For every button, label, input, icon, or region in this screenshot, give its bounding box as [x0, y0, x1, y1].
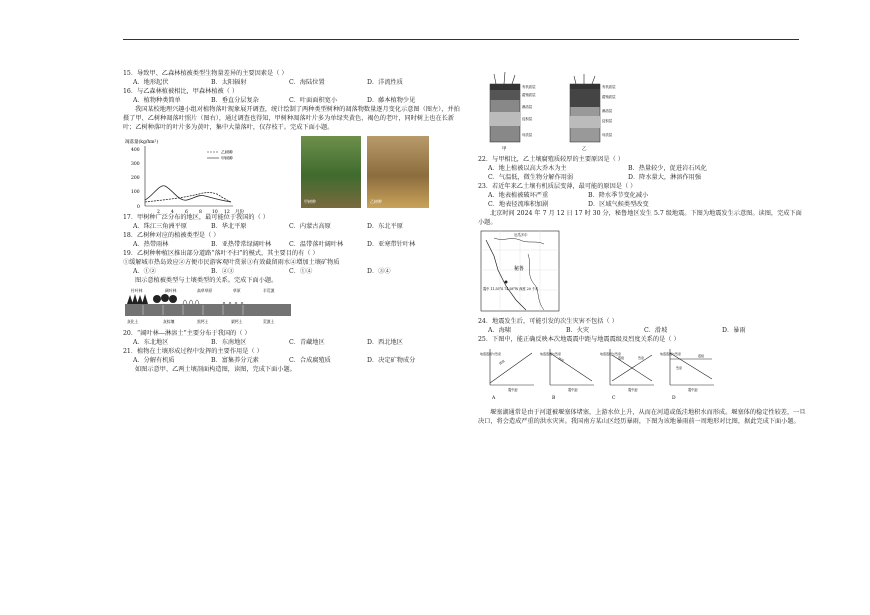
figure-row-1 — [123, 136, 463, 214]
graph-xlabel: 震中距 — [688, 387, 698, 392]
graph-b — [540, 349, 594, 401]
soil-profiles — [478, 72, 648, 152]
q15-options — [133, 79, 463, 88]
question-21: 21．植物在土壤形成过程中发挥的主要作用是（ ） — [123, 347, 263, 355]
option: D．东北平原 — [367, 222, 403, 230]
option: B．亚热带常绿阔叶林 — [211, 240, 272, 248]
question-19-statements: ①缓解城市热岛效应②方便市民游客观叶赏景③有效截留雨水④增加土壤矿物质 — [123, 258, 340, 266]
graph-ylabel: 地震震级与烈度 — [600, 351, 622, 356]
option: C．滑坡 — [644, 326, 668, 334]
y-tick: 400 — [131, 147, 140, 153]
question-19: 19．乙树种种植区推出部分道路“落叶不扫”的模式，其主要目的有（ ） — [123, 249, 319, 257]
option: D．洋流性质 — [367, 78, 403, 86]
graph-d — [660, 349, 714, 401]
question-22: 22．与甲相比，乙土壤腐殖质较厚的主要原因是（ ） — [478, 155, 624, 163]
layer-label: 有机质层 — [522, 85, 536, 89]
q19-options — [133, 268, 463, 277]
q17-options — [133, 223, 463, 232]
option: D．藤本植物少见 — [367, 96, 416, 104]
option: C．海陆位置 — [289, 78, 325, 86]
option: B．东南地区 — [211, 338, 247, 346]
option: D．③④ — [367, 267, 391, 275]
layer-label: 母质层 — [602, 133, 613, 137]
q16-options — [133, 97, 463, 106]
x-tick: 8 — [199, 209, 202, 214]
graph-xlabel: 震中距 — [568, 387, 578, 392]
layer-label: 淀积层 — [522, 117, 533, 121]
option: A．海啸 — [488, 326, 512, 334]
series-jia — [145, 186, 231, 202]
q23-options-2 — [488, 201, 808, 210]
magnitude-intensity-graphs — [478, 345, 738, 401]
header-rule — [123, 39, 799, 40]
graph-c — [600, 349, 654, 401]
veg-label: 草原 — [233, 287, 241, 293]
graph-name: C — [612, 395, 616, 401]
option: A．地形起伏 — [133, 78, 169, 86]
option: C．合成腐殖质 — [289, 356, 331, 364]
q24-options — [488, 327, 808, 336]
option: A．珠江三角洲平原 — [133, 222, 187, 230]
graph-line-label: 烈度 — [557, 356, 565, 363]
map-label: 秘鲁 — [514, 265, 525, 272]
option: B．②③ — [211, 267, 235, 275]
x-tick: 6 — [185, 209, 188, 214]
layer-label: 腐殖质层 — [602, 95, 616, 99]
x-tick: 12 — [224, 209, 230, 214]
graph-ylabel: 地震震级与烈度 — [540, 351, 562, 356]
veg-label: 高草草原 — [197, 287, 213, 293]
option: C．叶面面积宽小 — [289, 96, 338, 104]
chart-ylabel: 凋落量(kg/hm²) — [125, 139, 159, 145]
y-tick: 0 — [137, 204, 140, 210]
series-yi — [145, 192, 231, 202]
soil-label: 栗钙土 — [231, 318, 243, 324]
q20-options — [133, 339, 463, 348]
soil-label: 灰棕壤 — [163, 318, 175, 324]
veg-label: 阔叶林 — [165, 287, 177, 293]
q22-options — [488, 165, 808, 174]
option: D．降水量大，淋溶作用强 — [628, 173, 702, 181]
option: B．华北平原 — [211, 222, 247, 230]
photo-yi — [367, 136, 429, 208]
option: B．垂直分层复杂 — [211, 96, 259, 104]
x-tick: 2 — [157, 209, 160, 214]
layer-label: 淋溶层 — [602, 109, 613, 113]
question-23: 23．若近年来乙土壤有机质层变薄，最可能的原因是（ ） — [478, 182, 637, 190]
photo-label: 甲树种 — [304, 199, 316, 205]
y-tick: 300 — [131, 161, 140, 167]
option: C．温带落叶阔叶林 — [289, 240, 344, 248]
passage-1: 我国某校地理兴趣小组对植物落叶现象展开调查，统计绘制了两种类型树种的凋落物数量逐月变化示意图（图左），并拍摄了甲、乙树种凋落叶照片（图右），通过调查也得知，甲树种凋落叶片多为单绿夹黄色、褐色的老叶，同时树上也在长新叶；乙树种落叶的叶片多为黄叶，集中大量落叶，仅存枝干。完成下面小题。 — [123, 105, 460, 131]
option: B．火灾 — [566, 326, 590, 334]
option: C．内蒙古高原 — [289, 222, 331, 230]
photo-jia — [301, 136, 361, 208]
x-unit: 月份 — [235, 209, 244, 214]
peru-map — [480, 230, 570, 314]
profile-name: 乙 — [582, 147, 587, 152]
epicenter-label: 震中 11.55°S 74.58°W 深度 20 千米 — [483, 286, 539, 291]
graph-ylabel: 地震震级与烈度 — [660, 351, 682, 356]
graph-line-label: 烈度 — [676, 365, 683, 370]
option: C．地表径流堆积加剧 — [488, 200, 549, 208]
q23-options — [488, 192, 808, 201]
graph-line-label: 震级 — [498, 358, 506, 366]
option: B．降水季节变化减小 — [588, 191, 649, 199]
legend-item: 乙树种 — [221, 149, 233, 155]
question-25: 25．下图中，能正确反映本次地震震中距与地震震级及烈度关系的是（ ） — [478, 335, 680, 343]
graph-line-label: 震级 — [618, 355, 625, 360]
veg-label: 半荒漠 — [263, 287, 275, 293]
passage-2: 北京时间 2024 年 7 月 12 日 17 时 30 分，秘鲁地区发生 5.7 级地震。下图为地震发生示意图。读图，完成下面小题。 — [478, 209, 802, 226]
profile-jia — [490, 72, 536, 152]
y-tick: 100 — [131, 189, 140, 195]
caption-2: 图示意植被类型与土壤类型的关系。完成下面小题。 — [135, 276, 278, 284]
litter-chart — [123, 136, 293, 214]
graph-xlabel: 震中距 — [508, 387, 518, 392]
layer-label: 有机质层 — [602, 85, 616, 89]
layer-label: 腐殖质层 — [522, 93, 536, 97]
layer-label: 母质层 — [522, 133, 533, 137]
q18-options — [133, 241, 463, 250]
legend-item: 甲树种 — [221, 155, 233, 161]
graph-name: A — [492, 395, 496, 401]
question-15: 15．导致甲、乙森林植被类型生物量差异的主要因素是（ ） — [123, 70, 288, 77]
left-column — [123, 70, 463, 375]
soil-label: 黑钙土 — [197, 318, 209, 324]
layer-label: 淀积层 — [602, 119, 613, 123]
option: A．地表植被破坏严重 — [488, 191, 549, 199]
layer-label: 淋溶层 — [522, 105, 533, 109]
option: D．暴雨 — [722, 326, 746, 334]
soil-label: 荒漠土 — [263, 318, 275, 324]
soil-label: 灰化土 — [127, 318, 139, 324]
caption-3: 如图示意甲、乙两土壤剖面构造图，读图，完成下面小题。 — [135, 365, 296, 373]
graph-xlabel: 震中距 — [628, 387, 638, 392]
profile-name: 甲 — [502, 147, 507, 152]
question-17: 17．甲树种广泛分布的地区，最可能位于我国的（ ） — [123, 213, 269, 221]
x-tick: 4 — [171, 209, 174, 214]
option: A．热带雨林 — [133, 240, 169, 248]
question-24: 24．地震发生后，可能引发的次生灾害不包括（ ） — [478, 317, 618, 325]
option: A．东北地区 — [133, 338, 169, 346]
option: D．区域气候类型改变 — [588, 200, 649, 208]
map-label: 厄瓜多尔 — [514, 232, 528, 237]
passage-3: 堰塞湖通常是由于河道被堰塞体堵塞，上游水位上升，从而在河道或低洼地积水而形成。堰塞体的稳定性较差，一旦决口，将会造成严重的洪水灾害。我国南方某山区经历暴雨，下图为该地暴雨前一周地形对比图，据此完成下面小题。 — [478, 408, 806, 425]
option: B．富集养分元素 — [211, 356, 259, 364]
option: A．植物种类简单 — [133, 96, 181, 104]
option: C．①④ — [289, 267, 313, 275]
option: C．气温低，微生物分解作用弱 — [488, 173, 574, 181]
graph-line-label: 震级 — [698, 353, 705, 358]
right-column — [478, 72, 808, 427]
graph-line-label: 烈度 — [638, 355, 645, 360]
option: D．决定矿物成分 — [367, 356, 416, 364]
option: D．西北地区 — [367, 338, 403, 346]
option: D．亚寒带针叶林 — [367, 240, 416, 248]
option: B．太阳辐射 — [211, 78, 247, 86]
y-tick: 200 — [131, 175, 140, 181]
photo-label: 乙树种 — [370, 199, 382, 205]
vegetation-soil-diagram — [123, 286, 293, 326]
profile-yi — [570, 74, 616, 152]
question-16: 16．与乙森林植被相比，甲森林植被（ ） — [123, 87, 239, 95]
option: A．①② — [133, 267, 157, 275]
x-tick: 10 — [212, 209, 218, 214]
question-20: 20．“阔叶林—淋溶土”主要分布于我国的（ ） — [123, 329, 251, 337]
question-18: 18．乙树种对应的植被类型是（ ） — [123, 231, 220, 239]
option: A．地上植被以高大乔木为主 — [488, 164, 567, 172]
graph-name: D — [672, 395, 676, 401]
option: B．热量较少，促进岩石风化 — [628, 164, 707, 172]
graph-a — [480, 349, 534, 401]
option: A．分解有机质 — [133, 356, 175, 364]
q22-options-2 — [488, 174, 808, 183]
graph-name: B — [552, 395, 556, 401]
option: C．青藏地区 — [289, 338, 325, 346]
veg-label: 针叶林 — [131, 287, 143, 293]
graph-ylabel: 地震震级与烈度 — [480, 351, 502, 356]
q21-options — [133, 357, 463, 366]
